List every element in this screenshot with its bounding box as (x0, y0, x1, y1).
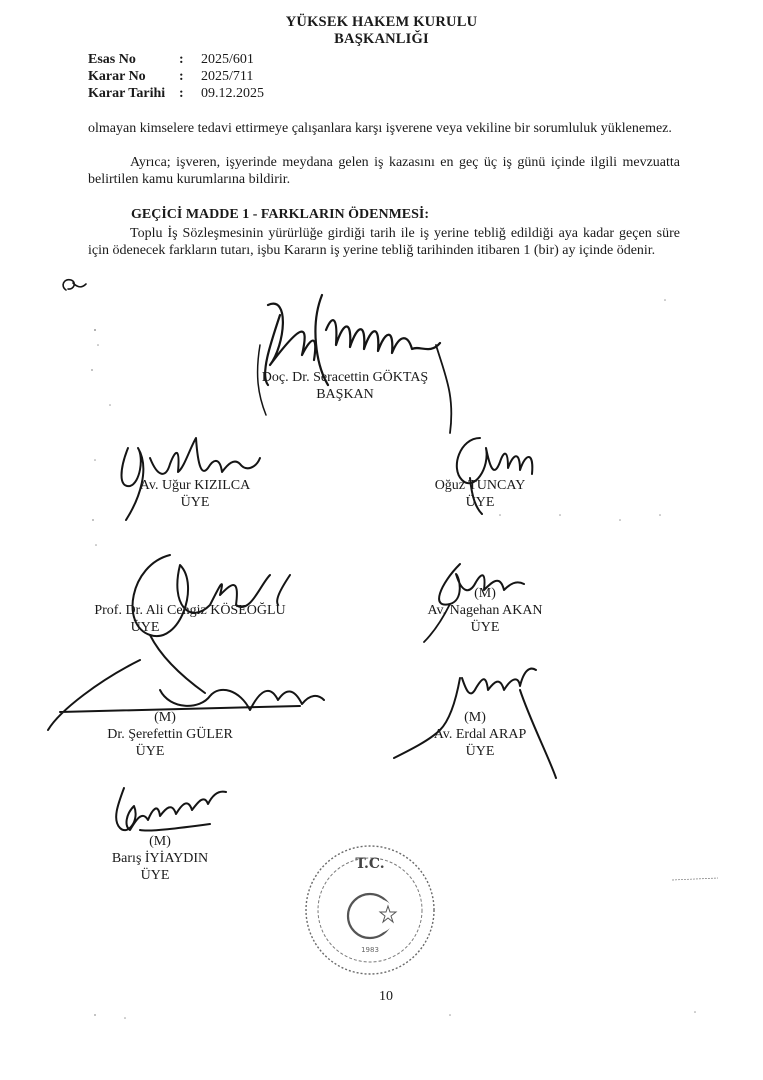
decision-date-label: Karar Tarihi (88, 86, 166, 101)
decision-date-colon: : (179, 86, 184, 101)
member-role-guler: ÜYE (135, 744, 165, 759)
paragraph-payment: Toplu İş Sözleşmesinin yürürlüğe girdiği tarih ile iş yerine tebliğ edildiği aya kadar geçen süre için ödenecek farkların tutarı, işbu Kararın iş yerine tebliğ tarihinden itibaren 1 (bir) ay içinde ödenir. (88, 226, 680, 258)
page-number: 10 (379, 989, 393, 1004)
decision-number-colon: : (179, 69, 184, 84)
svg-text:T.C.: T.C. (355, 856, 385, 872)
member-role-iyiaydin: ÜYE (140, 868, 170, 883)
section-heading: GEÇİCİ MADDE 1 - FARKLARIN ÖDENMESİ: (131, 207, 430, 222)
member-name-tuncay: Oğuz TUNCAY (434, 478, 526, 493)
member-name-iyiaydin: Barış İYİAYDIN (111, 851, 209, 866)
chair-role: BAŞKAN (316, 387, 374, 402)
member-mark-akan: (M) (474, 586, 496, 601)
member-mark-iyiaydin: (M) (149, 834, 171, 849)
member-name-kizilca: Av. Uğur KIZILCA (139, 478, 251, 493)
chair-name: Doç. Dr. Seracettin GÖKTAŞ (261, 370, 429, 385)
member-role-akan: ÜYE (470, 620, 500, 635)
decision-number-value: 2025/711 (201, 69, 254, 84)
institution-name: YÜKSEK HAKEM KURULU (285, 14, 478, 30)
member-role-kizilca: ÜYE (180, 495, 210, 510)
member-role-koseoglu: ÜYE (130, 620, 160, 635)
member-role-tuncay: ÜYE (465, 495, 495, 510)
decision-number-label: Karar No (88, 69, 146, 84)
svg-text:1983: 1983 (361, 946, 379, 954)
member-role-arap: ÜYE (465, 744, 495, 759)
case-number-value: 2025/601 (201, 52, 254, 67)
member-mark-arap: (M) (464, 710, 486, 725)
paragraph-accident-notice: Ayrıca; işveren, işyerinde meydana gelen iş kazasını en geç üç iş günü içinde ilgili mevzuatta belirtilen kamu kurumlarına bildirir. (88, 155, 680, 187)
paragraph-liability: olmayan kimselere tedavi ettirmeye çalışanlara karşı işverene veya vekiline bir sorumluluk yüklenemez. (88, 121, 672, 136)
member-mark-guler: (M) (154, 710, 176, 725)
member-name-koseoglu: Prof. Dr. Ali Cengiz KÖSEOĞLU (94, 603, 286, 618)
institution-subtitle: BAŞKANLIĞI (334, 31, 429, 47)
member-name-arap: Av. Erdal ARAP (433, 727, 527, 742)
case-number-label: Esas No (88, 52, 136, 67)
member-name-akan: Av. Nagehan AKAN (427, 603, 543, 618)
decision-date-value: 09.12.2025 (201, 86, 264, 101)
member-name-guler: Dr. Şerefettin GÜLER (107, 727, 233, 742)
case-number-colon: : (179, 52, 184, 67)
